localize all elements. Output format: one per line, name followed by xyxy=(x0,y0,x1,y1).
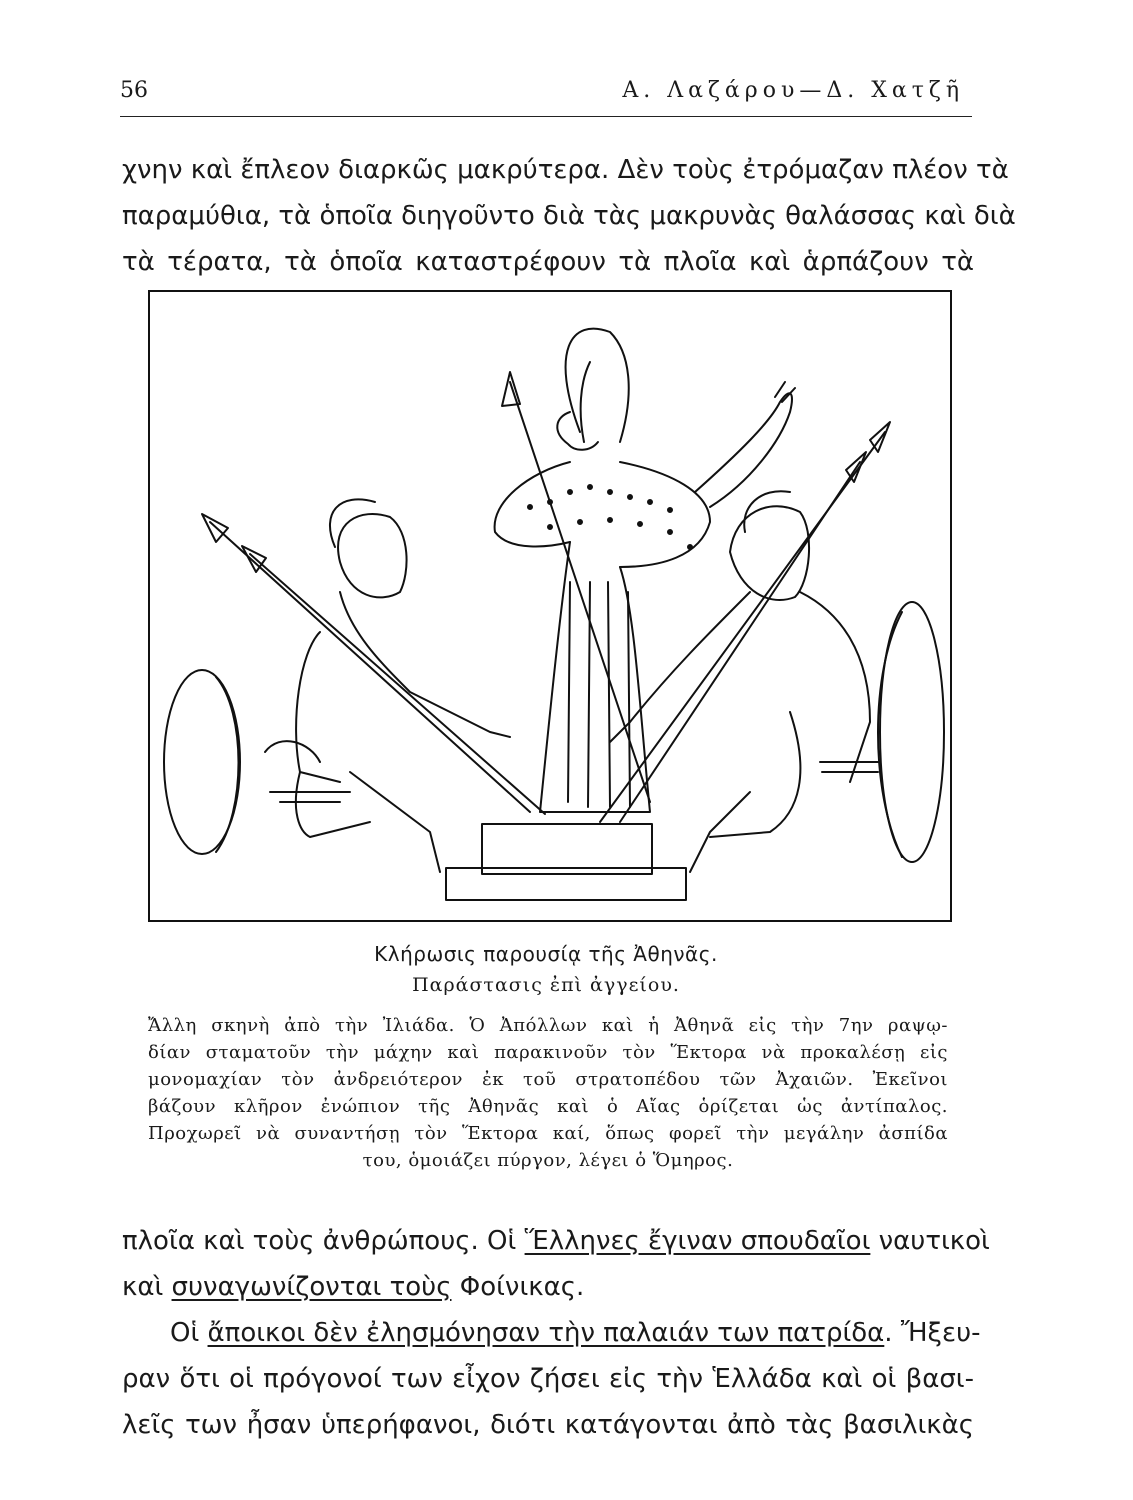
text-line: χνην καὶ ἔπλεον διαρκῶς μακρύτερα. Δὲν τοὺς ἐτρόμαζαν πλέον τὰ xyxy=(122,155,1009,185)
running-title: Α. Λαζάρου—Δ. Χατζῆ xyxy=(622,78,964,103)
text-line xyxy=(122,1218,990,1264)
text-run: πλοῖα καὶ τοὺς ἀνθρώπους. Οἱ xyxy=(122,1226,525,1256)
altar xyxy=(446,824,686,900)
text-line xyxy=(122,1310,981,1356)
text-run: . Ἤξευ- xyxy=(884,1318,981,1348)
caption-line: μονομαχίαν τὸν ἀνδρειότερον ἐκ τοῦ στρατοπέδου τῶν Ἀχαιῶν. Ἐκεῖνοι xyxy=(148,1069,948,1090)
right-warrior xyxy=(610,491,880,872)
left-warrior xyxy=(265,499,510,872)
text-line: παραμύθια, τὰ ὁποῖα διηγοῦντο διὰ τὰς μακρυνὰς θαλάσσας καὶ διὰ xyxy=(122,201,1016,231)
underlined-phrase: συναγωνίζονται τοὺς xyxy=(171,1272,452,1302)
running-head xyxy=(120,78,972,114)
text-line: τὰ τέρατα, τὰ ὁποῖα καταστρέφουν τὰ πλοῖα καὶ ἁρπάζουν τὰ xyxy=(122,247,974,277)
text-run: καὶ xyxy=(122,1272,172,1302)
athena-figure xyxy=(495,329,795,812)
header-rule xyxy=(120,116,972,117)
underlined-phrase: Ἕλληνες ἔγιναν σπουδαῖοι xyxy=(524,1226,871,1256)
caption-note xyxy=(148,1012,948,1174)
text-run: ναυτικοὶ xyxy=(870,1226,990,1256)
top-paragraph xyxy=(122,147,1016,285)
vase-illustration xyxy=(148,290,952,922)
caption-line: δίαν σταματοῦν τὴν μάχην καὶ παρακινοῦν τὸν Ἕκτορα νὰ προκαλέσῃ εἰς xyxy=(148,1042,948,1063)
bottom-paragraph xyxy=(122,1218,990,1448)
caption-title: Κλήρωσις παρουσίᾳ τῆς Ἀθηνᾶς. xyxy=(374,942,718,966)
text-run: Φοίνικας. xyxy=(451,1272,585,1302)
text-line: λεῖς των ἦσαν ὑπερήφανοι, διότι κατάγονται ἀπὸ τὰς βασιλικὰς xyxy=(122,1410,974,1440)
text-line: ραν ὅτι οἱ πρόγονοί των εἶχον ζήσει εἰς τὴν Ἑλλάδα καὶ οἱ βασι- xyxy=(122,1364,974,1394)
left-shield xyxy=(164,670,240,854)
text-line xyxy=(122,1264,974,1310)
caption-line: Προχωρεῖ νὰ συναντήσῃ τὸν Ἕκτορα καί, ὅπως φορεῖ τὴν μεγάλην ἀσπίδα xyxy=(148,1123,948,1144)
right-shield xyxy=(878,602,944,862)
underlined-phrase: ἄποικοι δὲν ἐλησμόνησαν τὴν παλαιάν των πατρίδα xyxy=(207,1318,885,1348)
caption-subtitle: Παράστασις ἐπὶ ἀγγείου. xyxy=(412,974,680,996)
text-run: Οἱ xyxy=(170,1318,208,1348)
caption-line: Ἄλλη σκηνὴ ἀπὸ τὴν Ἰλιάδα. Ὁ Ἀπόλλων καὶ ἡ Ἀθηνᾶ εἰς τὴν 7ην ραψῳ- xyxy=(148,1015,948,1036)
page-number: 56 xyxy=(120,78,148,103)
caption-line: βάζουν κλῆρον ἐνώπιον τῆς Ἀθηνᾶς καὶ ὁ Αἴας ὁρίζεται ὡς ἀντίπαλος. xyxy=(148,1096,948,1117)
caption-line: του, ὁμοιάζει πύργον, λέγει ὁ Ὅμηρος. xyxy=(362,1150,734,1171)
